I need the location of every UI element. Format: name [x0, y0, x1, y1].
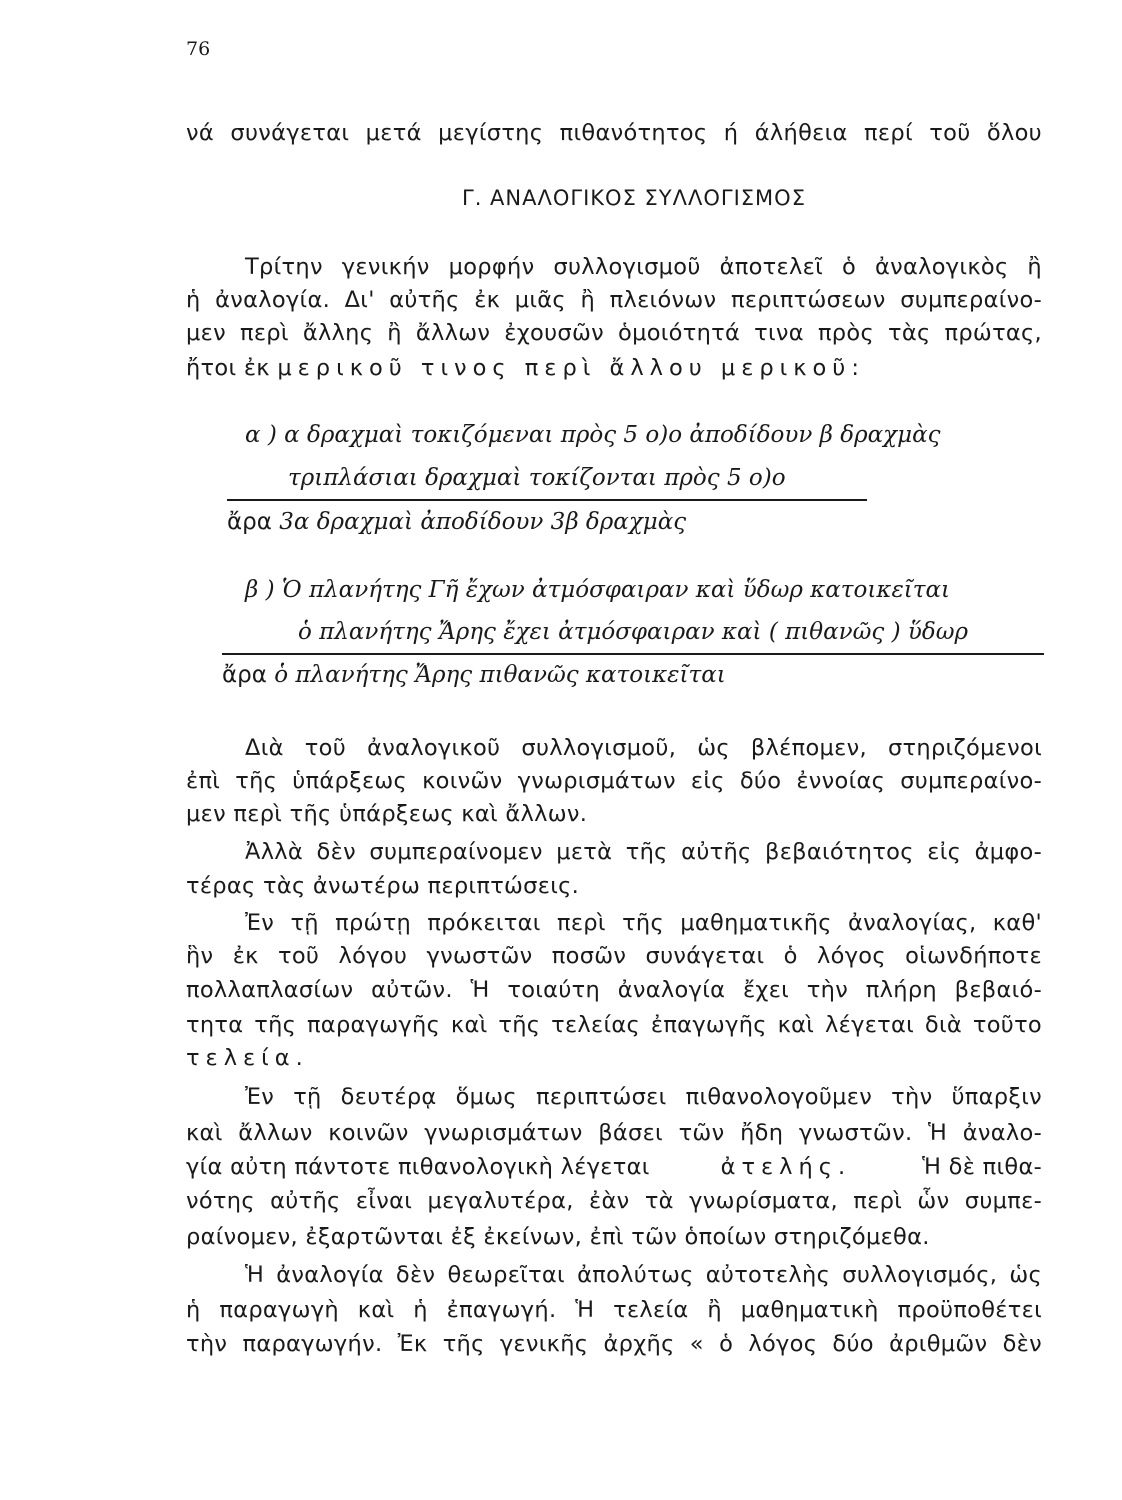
text-line: Ἡ ἀναλογία δὲν θεωρεῖται ἀπολύτως αὐτοτελὴς συλλογισμός, ὡς	[245, 1262, 1042, 1288]
text-line: καὶ ἄλλων κοινῶν γνωρισμάτων βάσει τῶν ἤδη γνωστῶν. Ἡ ἀναλο-	[186, 1120, 1042, 1146]
text-line: τητα τῆς παραγωγῆς καὶ τῆς τελείας ἐπαγωγῆς καὶ λέγεται διὰ τοῦτο	[186, 1012, 1042, 1038]
text-line	[186, 353, 865, 383]
text-segment: Ἡ δὲ πιθα-	[922, 1154, 1042, 1180]
inference-rule	[222, 653, 1044, 655]
example-b-conclusion	[222, 660, 726, 690]
text-line: ἡ παραγωγὴ καὶ ἡ ἐπαγωγή. Ἡ τελεία ἢ μαθηματικὴ προϋποθέτει	[186, 1297, 1042, 1323]
example-label: α )	[245, 422, 277, 448]
example-a-premise-1	[245, 420, 940, 450]
text-line: Ἀλλὰ δὲν συμπεραίνομεν μετὰ τῆς αὐτῆς βεβαιότητος εἰς ἀμφο-	[245, 839, 1042, 865]
conclusion-word: ἄρα	[222, 662, 267, 688]
text-line: μεν περὶ τῆς ὑπάρξεως καὶ ἄλλων.	[186, 801, 588, 827]
text-line: ἐπὶ τῆς ὑπάρξεως κοινῶν γνωρισμάτων εἰς δύο ἐννοίας συμπεραίνο-	[186, 768, 1042, 794]
text-line: ραίνομεν, ἐξαρτῶνται ἐξ ἐκείνων, ἐπὶ τῶν ὁποίων στηριζόμεθα.	[186, 1224, 930, 1250]
text-line: νότης αὐτῆς εἶναι μεγαλυτέρα, ἐὰν τὰ γνωρίσματα, περὶ ὧν συμπε-	[186, 1188, 1042, 1214]
conclusion-text: 3α δραχμαὶ ἀποδίδουν 3β δραχμὰς	[279, 509, 687, 535]
text-line: τὴν παραγωγήν. Ἐκ τῆς γενικῆς ἀρχῆς « ὁ λόγος δύο ἀριθμῶν δὲν	[186, 1331, 1042, 1357]
spaced-text: τελεία.	[186, 1045, 309, 1071]
section-heading: Γ. ΑΝΑΛΟΓΙΚΟΣ ΣΥΛΛΟΓΙΣΜΟΣ	[462, 186, 806, 210]
example-label: β )	[245, 577, 275, 603]
example-a-premise-2: τριπλάσιαι δραχμαὶ τοκίζονται πρὸς 5 ο)ο	[288, 465, 786, 491]
conclusion-text: ὁ πλανήτης Ἄρης πιθανῶς κατοικεῖται	[274, 662, 726, 688]
text-segment: γία αὐτη πάντοτε πιθανολογικὴ λέγεται	[186, 1154, 650, 1180]
text-line: Ἐν τῇ δευτέρᾳ ὅμως περιπτώσει πιθανολογοῦμεν τὴν ὕπαρξιν	[245, 1084, 1042, 1110]
example-a-conclusion	[227, 507, 686, 537]
inference-rule	[227, 499, 867, 501]
text-line: ἣν ἐκ τοῦ λόγου γνωστῶν ποσῶν συνάγεται ὁ λόγος οἱωνδήποτε	[186, 943, 1042, 969]
conclusion-word: ἄρα	[227, 509, 272, 535]
text-line: νά συνάγεται μετά μεγίστης πιθανότητος ή άλήθεια περί τοῦ ὅλου	[186, 120, 1042, 146]
text-line: μεν περὶ ἄλλης ἢ ἄλλων ἐχουσῶν ὁμοιότητά τινα πρὸς τὰς πρώτας,	[186, 320, 1042, 346]
example-b-premise-2: ὁ πλανήτης Ἄρης ἔχει ἀτμόσφαιραν καὶ ( πιθανῶς ) ὕδωρ	[298, 619, 968, 645]
example-text: α δραχμαὶ τοκιζόμεναι πρὸς 5 ο)ο ἀποδίδουν β δραχμὰς	[284, 422, 941, 448]
text-line: πολλαπλασίων αὐτῶν. Ἡ τοιαύτη ἀναλογία ἔχει τὴν πλήρη βεβαιό-	[186, 977, 1042, 1003]
text-line: Διὰ τοῦ ἀναλογικοῦ συλλογισμοῦ, ὡς βλέπομεν, στηριζόμενοι	[245, 735, 1042, 761]
example-b-premise-1	[245, 575, 950, 605]
text-line: ἡ ἀναλογία. Δι' αὐτῆς ἐκ μιᾶς ἢ πλειόνων περιπτώσεων συμπεραίνο-	[186, 287, 1042, 313]
text-line: Ἐν τῇ πρώτῃ πρόκειται περὶ τῆς μαθηματικῆς ἀναλογίας, καθ'	[245, 910, 1042, 936]
page-number: 76	[186, 38, 211, 60]
spaced-text: μερικοῦ τινος περὶ ἄλλου μερικοῦ:	[277, 355, 865, 381]
text-segment: ἤτοι ἐκ	[186, 355, 270, 381]
example-text: Ὁ πλανήτης Γῆ ἔχων ἀτμόσφαιραν καὶ ὕδωρ κατοικεῖται	[281, 577, 951, 603]
text-line: τέρας τὰς ἀνωτέρω περιπτώσεις.	[186, 873, 580, 899]
text-line: Τρίτην γενικήν μορφήν συλλογισμοῦ ἀποτελεῖ ὁ ἀναλογικὸς ἢ	[245, 254, 1042, 280]
text-line	[186, 1152, 1042, 1182]
spaced-text: ἀτελής.	[720, 1154, 852, 1180]
